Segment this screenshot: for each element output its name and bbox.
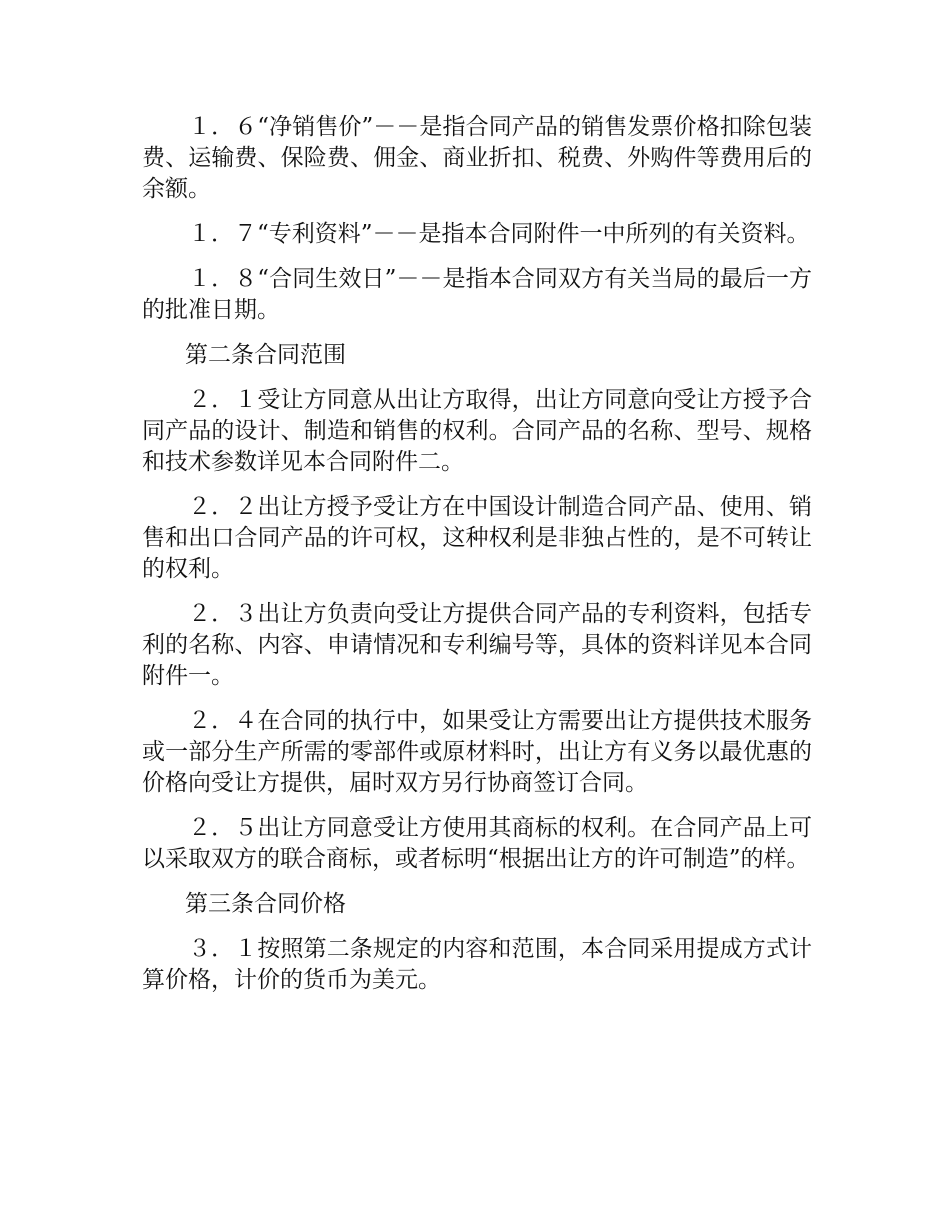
clause-2-1: ２．１受让方同意从出让方取得，出让方同意向受让方授予合同产品的设计、制造和销售的权利。合同产品的名称、型号、规格和技术参数详见本合同附件二。	[142, 387, 812, 475]
clause-2-2: ２．２出让方授予受让方在中国设计制造合同产品、使用、销售和出口合同产品的许可权，这种权利是非独占性的，是不可转让的权利。	[142, 494, 812, 582]
section-heading-article-2: 第二条合同范围	[185, 342, 346, 368]
clause-1-6: １．６“净销售价”－－是指合同产品的销售发票价格扣除包装费、运输费、保险费、佣金、商业折扣、税费、外购件等费用后的余额。	[142, 114, 812, 202]
clause-1-7: １．７“专利资料”－－是指本合同附件一中所列的有关资料。	[188, 221, 810, 247]
clause-3-1: ３．１按照第二条规定的内容和范围，本合同采用提成方式计算价格，计价的货币为美元。	[142, 936, 812, 993]
document-page	[142, 112, 812, 1010]
clause-2-5: ２．５出让方同意受让方使用其商标的权利。在合同产品上可以采取双方的联合商标，或者标明“根据出让方的许可制造”的样。	[142, 815, 812, 872]
clause-1-8: １．８“合同生效日”－－是指本合同双方有关当局的最后一方的批准日期。	[142, 266, 812, 323]
clause-2-4: ２．４在合同的执行中，如果受让方需要出让方提供技术服务或一部分生产所需的零部件或原材料时，出让方有义务以最优惠的价格向受让方提供，届时双方另行协商签订合同。	[142, 708, 812, 796]
section-heading-article-3: 第三条合同价格	[185, 891, 346, 917]
clause-2-3: ２．３出让方负责向受让方提供合同产品的专利资料，包括专利的名称、内容、申请情况和专利编号等，具体的资料详见本合同附件一。	[142, 601, 812, 689]
